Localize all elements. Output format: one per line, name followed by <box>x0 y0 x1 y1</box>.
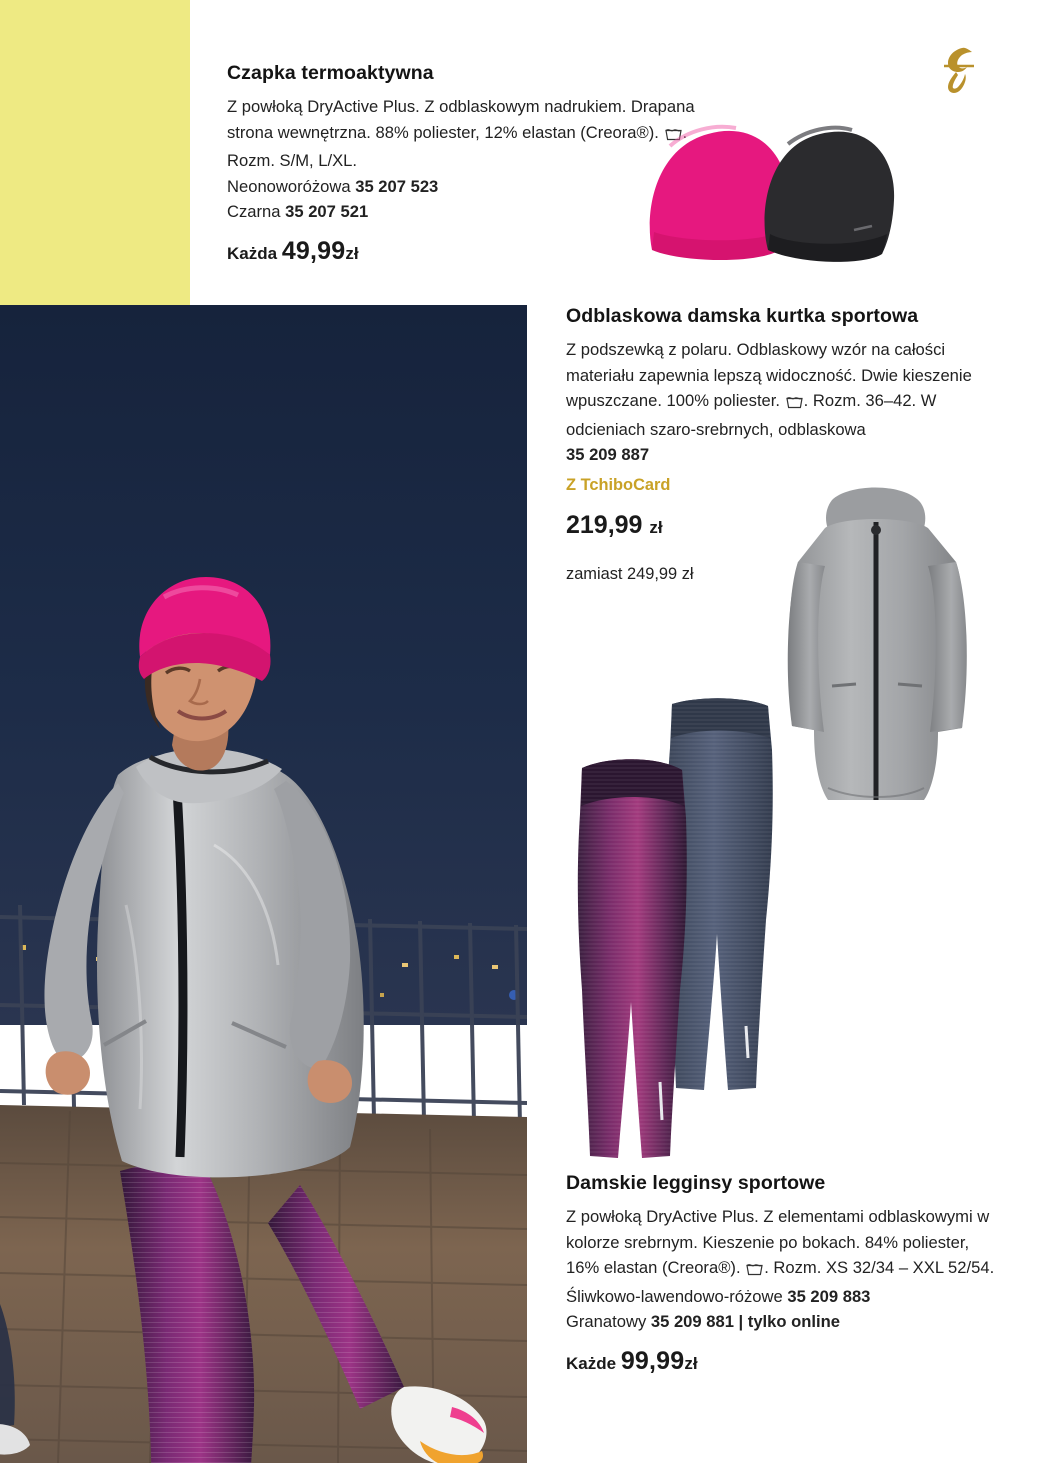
price-beanie <box>227 237 697 266</box>
product-code-jacket: 35 209 887 <box>566 445 650 464</box>
variant-row-1 <box>227 199 697 225</box>
price-currency: zł <box>649 517 663 537</box>
description-text: Z podszewką z polaru. Odblaskowy wzór na całości materiału zapewnia lepszą widoczność. Dwie kieszenie wpuszczane. 100% poliester. <box>566 340 972 410</box>
variant-code: 35 207 523 <box>355 176 439 196</box>
variant-color: Neonoworóżowa <box>227 176 351 196</box>
product-title-beanie: Czapka termoaktywna <box>227 62 434 84</box>
variant-code: 35 209 881 <box>650 1312 734 1331</box>
price-label: Każde <box>566 1353 617 1373</box>
variant-color: Śliwkowo-lawendowo-różowe <box>566 1286 783 1306</box>
tchibocard-label: Z TchiboCard <box>566 475 671 494</box>
price-leggings <box>566 1347 996 1376</box>
beanie-black <box>765 128 895 262</box>
variant-row-1 <box>566 1309 996 1335</box>
variant-color: Granatowy <box>566 1312 647 1331</box>
variant-color: Czarna <box>227 202 281 221</box>
description-text: Z powłoką DryActive Plus. Z elementami odblaskowymi w kolorze srebrnym. Kieszenie po bokach. 84% poliester, 16% elastan (Creora®). <box>566 1207 990 1277</box>
description-text-2: . Rozm. XS 32/34 – XXL 52/54. <box>764 1258 995 1277</box>
variant-note: | tylko online <box>733 1312 840 1331</box>
leggings-plum <box>578 759 687 1158</box>
variant-code: 35 209 883 <box>787 1286 871 1306</box>
variant-row-0 <box>566 1284 996 1310</box>
yellow-decoration-block <box>0 0 190 305</box>
product-description-jacket <box>566 337 986 442</box>
product-description-beanie <box>227 94 697 174</box>
wash-care-icon <box>786 391 803 417</box>
product-title-leggings: Damskie legginsy sportowe <box>566 1172 826 1194</box>
description-text-2: . Rozm. S/M, L/XL. <box>227 122 688 170</box>
product-title-jacket: Odblaskowa damska kurtka sportowa <box>566 305 919 327</box>
tchibo-logo <box>932 44 984 96</box>
description-text-2: . Rozm. 36–42. W odcieniach szaro-srebrnych, odblaskowa <box>566 391 937 439</box>
price-amount: 99,99 <box>620 1346 685 1375</box>
variant-code: 35 207 521 <box>285 202 369 221</box>
variant-row-0 <box>227 174 697 200</box>
price-amount: 219,99 <box>566 510 643 539</box>
product-image-beanie <box>640 100 900 270</box>
product-description-leggings <box>566 1204 996 1284</box>
price-label: Każda <box>227 243 278 263</box>
product-block-leggings <box>566 1172 996 1393</box>
product-block-beanie <box>227 62 697 283</box>
description-text: Z powłoką DryActive Plus. Z odblaskowym nadrukiem. Drapana strona wewnętrzna. 88% poliester, 12% elastan (Creora®). <box>227 97 695 142</box>
price-currency: zł <box>345 243 359 263</box>
price-amount: 49,99 <box>281 236 346 265</box>
lifestyle-photo <box>0 305 527 1463</box>
price-currency: zł <box>684 1353 698 1373</box>
wash-care-icon <box>746 1258 763 1284</box>
product-image-leggings <box>560 690 830 1170</box>
price-instead-jacket: zamiast 249,99 zł <box>566 564 694 583</box>
